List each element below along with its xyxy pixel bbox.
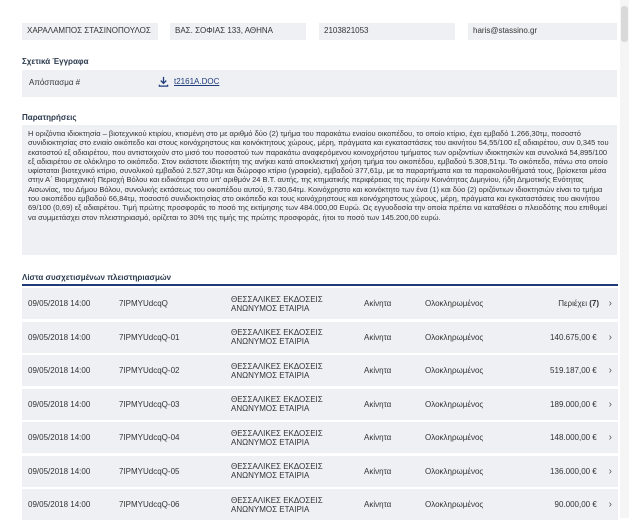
auction-type: Ακίνητα xyxy=(364,500,392,509)
auction-type: Ακίνητα xyxy=(364,399,392,409)
contact-email-field xyxy=(468,23,617,40)
auction-code: 7IPMYUdcqQ xyxy=(119,299,168,308)
auction-price-value: 148.000,00 € xyxy=(550,433,597,442)
auction-type: Ακίνητα xyxy=(364,433,392,442)
auction-status: Ολοκληρωμένος xyxy=(425,366,484,375)
auction-date: 09/05/2018 14:00 xyxy=(28,399,91,409)
auction-code: 7IPMYUdcqQ-01 xyxy=(119,332,180,342)
auction-row[interactable] xyxy=(22,322,618,353)
auction-date: 09/05/2018 14:00 xyxy=(28,500,91,509)
auction-count: (7) xyxy=(589,299,599,308)
auction-publisher xyxy=(231,456,323,487)
remarks-text: Η οριζόντια ιδιοκτησία – βιοτεχνικού κτιρίου, κτισμένη στο με αριθμό δύο (2) τμήμα του παρακάτω ενιαίου οικοπέδου, το οποίο κτίριο, έχει εμβαδό 1.266,30τμ, ποσοστό συνιδιοκτησίας στο ενιαίο οικόπεδο και στους κοινόχρηστους και κοινόκτητους χώρους, μέρη, πράγματα και εγκαταστάσεις του ακινήτου 54,55/100 εξ αδιαιρέτου, συν 0,345 του εκατοστού εξ αδιαιρέτου, που αντιστοιχούν στο μισό του ποσοστού των παρακάτω αναφερόμενου κοινοχρήστου τμήματος των οριζοντίων ιδιοκτησιών και συνολικά 54,895/100 εξ αδιαιρέτου σε ολόκληρο το οικόπεδο. Στον εκάστοτε ιδιοκτήτη της ανήκει κατά αποκλειστική χρήση τμήμα του οικοπέδου, εμβαδού 5.308,51τμ. Το οικόπεδο, πάνω στο οποίο υφίσταται βιοτεχνικό κτίριο, συνολικού εμβαδού 2.527,30τμ και διώροφο κτίριο (γραφεία), εμβαδού 377,61μ, με τα παραρτήματα και τα παρακολουθήματά τους, βρίσκεται μέσα στην Α΄ Βιομηχανική Περιοχή Βόλου και ειδικότερα στο υπ' αριθμόν 24 Β.Τ. αυτής, της κτηματικής περιφέρειας της πρώην Κοινότητας Διμηνίου, ήδη Δημοτικής Ενότητας Αισωνίας, του Δήμου Βόλου, συνολικής εκτάσεως του οικοπέδου αυτού, 9.730,64τμ. Κοινόχρηστο και κοινόκτητο των ένα (1) και δύο (2) οριζόντιων ιδιοκτησιών είναι το τμήμα του οικοπέδου εμβαδού 66,84τμ, ποσοστό συνιδιοκτησίας στο οικόπεδο και τους κοινόχρηστους και κοινόχρηστους χώρους, μέρη, πράγματα και εγκαταστάσεις του ακινήτου 69/100 (0,69) εξ αδιαιρέτου. Τιμή πρώτης προσφοράς το ποσό της εκτίμησης των 484.000,00 Ευρώ. Ως εγγυοδοσία την οποία πρέπει να καταθέσει ο πλειοδότης που επιθυμεί να συμμετάσχει στον πλειστηριασμό, ορίζεται το 30% της τιμής της πρώτης προσφοράς, ήτοι το ποσό των 145.200,00 ευρώ. xyxy=(22,125,617,255)
auction-price xyxy=(558,288,599,319)
auction-publisher-line1: ΘΕΣΣΑΛΙΚΕΣ ΕΚΔΟΣΕΙΣ xyxy=(231,495,323,505)
contact-address: ΒΑΣ. ΣΟΦΙΑΣ 133, ΑΘΗΝΑ xyxy=(175,26,273,35)
auction-row[interactable] xyxy=(22,355,618,386)
auction-price-value: 189.000,00 € xyxy=(550,399,597,409)
chevron-right-icon[interactable]: › xyxy=(608,365,612,376)
auction-publisher xyxy=(231,355,323,386)
auction-publisher-line2: ΑΝΩΝΥΜΟΣ ΕΤΑΙΡΙΑ xyxy=(231,504,310,514)
auction-date: 09/05/2018 14:00 xyxy=(28,299,91,308)
auction-publisher xyxy=(231,422,323,453)
auction-publisher-line1: ΘΕΣΣΑΛΙΚΕΣ ΕΚΔΟΣΕΙΣ xyxy=(231,361,323,371)
documents-title: Σχετικά Έγγραφα xyxy=(22,57,89,66)
contact-name-field xyxy=(22,23,158,40)
auction-date: 09/05/2018 14:00 xyxy=(28,366,91,375)
auction-price xyxy=(555,489,600,520)
chevron-right-icon[interactable]: › xyxy=(608,331,612,343)
auction-date: 09/05/2018 14:00 xyxy=(28,466,91,476)
auction-price-value: 519.187,00 € xyxy=(550,366,597,375)
contact-address-field xyxy=(170,23,306,40)
chevron-right-icon[interactable]: › xyxy=(608,499,612,510)
auction-publisher-line1: ΘΕΣΣΑΛΙΚΕΣ ΕΚΔΟΣΕΙΣ xyxy=(231,294,323,304)
auction-code: 7IPMYUdcqQ-04 xyxy=(119,433,180,442)
auction-status: Ολοκληρωμένος xyxy=(425,299,484,308)
auction-status: Ολοκληρωμένος xyxy=(425,399,484,409)
document-filename[interactable]: t2161A.DOC xyxy=(174,77,220,86)
auction-price-value: Περιέχει xyxy=(558,299,587,308)
auction-publisher-line1: ΘΕΣΣΑΛΙΚΕΣ ΕΚΔΟΣΕΙΣ xyxy=(231,428,323,438)
auction-publisher-line2: ΑΝΩΝΥΜΟΣ ΕΤΑΙΡΙΑ xyxy=(231,337,310,346)
auction-publisher-line1: ΘΕΣΣΑΛΙΚΕΣ ΕΚΔΟΣΕΙΣ xyxy=(231,462,323,471)
auction-publisher xyxy=(231,389,323,420)
auction-status: Ολοκληρωμένος xyxy=(425,433,484,442)
auction-publisher-line2: ΑΝΩΝΥΜΟΣ ΕΤΑΙΡΙΑ xyxy=(231,303,310,313)
auction-publisher-line2: ΑΝΩΝΥΜΟΣ ΕΤΑΙΡΙΑ xyxy=(231,437,310,447)
document-download-link[interactable] xyxy=(158,76,219,87)
auction-publisher-line2: ΑΝΩΝΥΜΟΣ ΕΤΑΙΡΙΑ xyxy=(231,370,310,380)
auction-publisher-line1: ΘΕΣΣΑΛΙΚΕΣ ΕΚΔΟΣΕΙΣ xyxy=(231,395,323,404)
auction-type: Ακίνητα xyxy=(364,299,392,308)
contact-phone: 2103821053 xyxy=(324,26,369,35)
auction-row[interactable] xyxy=(22,489,618,520)
auction-publisher xyxy=(231,288,323,319)
auction-price xyxy=(550,422,599,453)
contact-name: ΧΑΡΑΛΑΜΠΟΣ ΣΤΑΣΙΝΟΠΟΥΛΟΣ xyxy=(27,26,151,35)
auction-price-value: 90.000,00 € xyxy=(554,500,597,509)
contact-email: haris@stassino.gr xyxy=(473,26,538,35)
auction-publisher xyxy=(231,489,323,520)
auction-row[interactable] xyxy=(22,456,618,487)
auction-date: 09/05/2018 14:00 xyxy=(28,433,91,442)
auction-publisher-line2: ΑΝΩΝΥΜΟΣ ΕΤΑΙΡΙΑ xyxy=(231,404,310,413)
auction-type: Ακίνητα xyxy=(364,466,392,476)
auction-price xyxy=(550,322,599,353)
chevron-right-icon[interactable]: › xyxy=(608,298,612,309)
auction-status: Ολοκληρωμένος xyxy=(425,332,484,342)
scrollbar[interactable] xyxy=(620,0,629,518)
auction-price xyxy=(550,355,599,386)
auction-date: 09/05/2018 14:00 xyxy=(28,332,91,342)
auction-type: Ακίνητα xyxy=(364,366,392,375)
auctions-list-title: Λίστα συσχετισμένων πλειστηριασμών xyxy=(22,273,172,282)
contact-phone-field xyxy=(319,23,455,40)
auction-code: 7IPMYUdcqQ-02 xyxy=(119,366,180,375)
auction-price xyxy=(550,456,599,487)
auction-row[interactable] xyxy=(22,288,618,319)
auctions-list-rule xyxy=(22,284,618,286)
auction-publisher-line1: ΘΕΣΣΑΛΙΚΕΣ ΕΚΔΟΣΕΙΣ xyxy=(231,328,323,337)
documents-row xyxy=(22,70,617,97)
auction-publisher-line2: ΑΝΩΝΥΜΟΣ ΕΤΑΙΡΙΑ xyxy=(231,471,310,480)
remarks-title: Παρατηρήσεις xyxy=(22,113,77,122)
chevron-right-icon[interactable]: › xyxy=(608,432,612,443)
download-icon xyxy=(158,76,169,87)
auction-status: Ολοκληρωμένος xyxy=(425,466,484,476)
auction-code: 7IPMYUdcqQ-05 xyxy=(119,466,180,476)
auction-row[interactable] xyxy=(22,422,618,453)
chevron-right-icon[interactable]: › xyxy=(608,465,612,477)
auction-status: Ολοκληρωμένος xyxy=(425,500,484,509)
auction-type: Ακίνητα xyxy=(364,332,392,342)
scrollbar-thumb[interactable] xyxy=(621,6,628,42)
auction-code: 7IPMYUdcqQ-03 xyxy=(119,399,180,409)
auction-price-value: 140.675,00 € xyxy=(550,332,597,342)
auction-price-value: 136.000,00 € xyxy=(550,466,597,476)
auction-code: 7IPMYUdcqQ-06 xyxy=(119,500,180,509)
auction-row[interactable] xyxy=(22,389,618,420)
auction-price xyxy=(550,389,599,420)
auction-publisher xyxy=(231,322,323,353)
chevron-right-icon[interactable]: › xyxy=(608,398,612,410)
document-label: Απόσπασμα # xyxy=(29,78,81,87)
